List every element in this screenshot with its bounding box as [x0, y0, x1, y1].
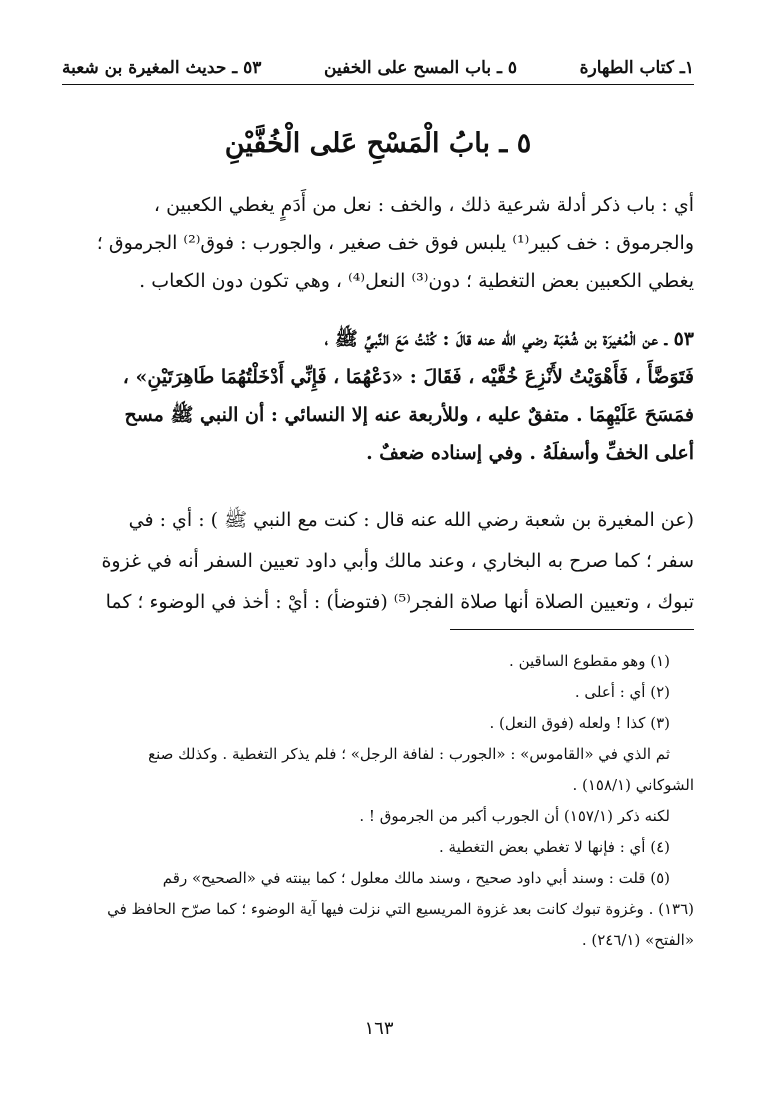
running-header: [62, 50, 694, 78]
hadith-line: ٥٣ ـ عن الْمُغيرَة بن شُعْبَة رضي الله عنه قالَ : كُنْتُ مَعَ النَّبيِّ ﷺ ،: [324, 328, 694, 350]
page-number: ١٦٣: [364, 1018, 394, 1039]
footnote-2: (٢) أي : أعلى .: [574, 683, 670, 701]
commentary-line: (عن المغيرة بن شعبة رضي الله عنه قال : كنت مع النبي ﷺ ) : أي : في: [128, 509, 694, 531]
footnote-divider: [450, 629, 694, 630]
intro-line: يغطي الكعبين بعض التغطية ؛ دون⁽³⁾ النعل⁽⁴⁾ ، وهي تكون دون الكعاب .: [139, 270, 694, 292]
footnote-5-continuation: (١٣٦) . وغزوة تبوك كانت بعد غزوة المريسيع التي نزلت فيها آية الوضوء ؛ كما صرّح الحافظ في: [107, 900, 694, 918]
header-hadith-title: ٥٣ ـ حديث المغيرة بن شعبة: [62, 58, 262, 78]
chapter-title: ٥ ـ بابُ الْمَسْحِ عَلى الْخُفَّيْنِ: [224, 128, 532, 159]
intro-line: والجرموق : خف كبير⁽¹⁾ يلبس فوق خف صغير ، والجورب : فوق⁽²⁾ الجرموق ؛: [96, 232, 694, 254]
commentary-line: سفر ؛ كما صرح به البخاري ، وعند مالك وأبي داود تعيين السفر أنه في غزوة: [101, 550, 694, 572]
header-chapter-title: ٥ ـ باب المسح على الخفين: [324, 58, 518, 78]
hadith-line: فمَسَحَ عَلَيْهِمَا . متفقٌ عليه ، وللأربعة عنه إلا النسائي : أن النبي ﷺ مسح: [124, 404, 694, 426]
footnotes: [62, 646, 694, 956]
header-divider: [62, 84, 694, 85]
intro-line: أي : باب ذكر أدلة شرعية ذلك ، والخف : نعل من أَدَمٍ يغطي الكعبين ،: [153, 194, 694, 216]
header-book-title: ١ـ كتاب الطهارة: [579, 58, 694, 78]
footnote-3-continuation: ثم الذي في «القاموس» : «الجورب : لفافة الرجل» ؛ فلم يذكر التغطية . وكذلك صنع: [148, 745, 670, 763]
hadith-line: فَتَوَضَّأَ ، فَأَهْوَيْتُ لأَنْزِعَ خُفَّيْه ، فَقَالَ : «دَعْهُمَا ، فَإِنِّي أَدْخَلْتُهُمَا طَاهِرَتَيْنِ» ،: [122, 366, 694, 388]
footnote-5-continuation: «الفتح» (٢٤٦/١) .: [581, 931, 694, 949]
commentary-text: [62, 500, 694, 623]
footnote-3-continuation: الشوكاني (١٥٨/١) .: [572, 776, 694, 794]
footnote-1: (١) وهو مقطوع الساقين .: [509, 652, 670, 670]
commentary-line: تبوك ، وتعيين الصلاة أنها صلاة الفجر⁽⁵⁾ (فتوضأ) : أيْ : أخذ في الوضوء ؛ كما: [105, 591, 694, 613]
hadith-text: [62, 320, 694, 472]
hadith-line: أعلى الخفِّ وأسفلَهُ . وفي إسناده ضعفٌ .: [366, 442, 694, 464]
footnote-3-continuation: لكنه ذكر (١٥٧/١) أن الجورب أكبر من الجرموق ! .: [359, 807, 670, 825]
footnote-3: (٣) كذا ! ولعله (فوق النعل) .: [489, 714, 670, 732]
chapter-intro: [62, 186, 694, 300]
footnote-5: (٥) قلت : وسند أبي داود صحيح ، وسند مالك معلول ؛ كما بينته في «الصحيح» رقم: [162, 869, 670, 887]
footnote-4: (٤) أي : فإنها لا تغطي بعض التغطية .: [439, 838, 670, 856]
